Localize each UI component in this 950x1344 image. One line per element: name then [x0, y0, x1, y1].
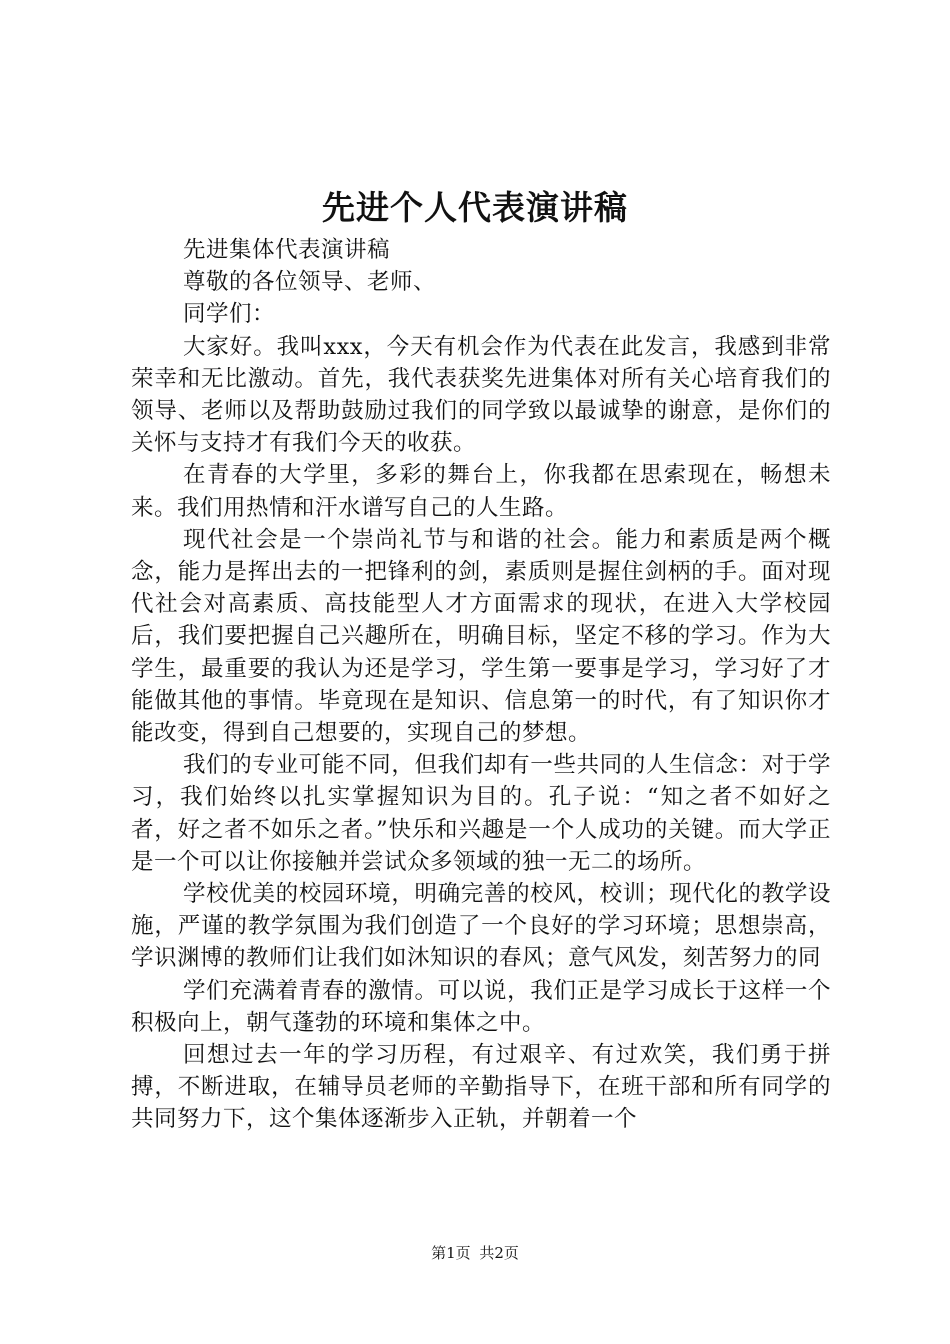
document-body	[131, 234, 831, 1136]
paragraph: 学们充满着青春的激情。可以说，我们正是学习成长于这样一个积极向上，朝气蓬勃的环境和集体之中。	[131, 977, 831, 1036]
paragraph: 大家好。我叫xxx，今天有机会作为代表在此发言，我感到非常荣幸和无比激动。首先，我代表获奖先进集体对所有关心培育我们的领导、老师以及帮助鼓励过我们的同学致以最诚挚的谢意，是你们的关怀与支持才有我们今天的收获。	[131, 333, 831, 457]
document-title: 先进个人代表演讲稿	[322, 188, 628, 227]
paragraph: 我们的专业可能不同，但我们却有一些共同的人生信念：对于学习，我们始终以扎实掌握知识为目的。孔子说：“知之者不如好之者，好之者不如乐之者。”快乐和兴趣是一个人成功的关键。而大学正是一个可以让你接触并尝试众多领域的独一无二的场所。	[131, 752, 831, 875]
paragraph: 现代社会是一个崇尚礼节与和谐的社会。能力和素质是两个概念，能力是挥出去的一把锋利的剑，素质则是握住剑柄的手。面对现代社会对高素质、高技能型人才方面需求的现状，在进入大学校园后，我们要把握自己兴趣所在，明确目标，坚定不移的学习。作为大学生，最重要的我认为还是学习，学生第一要事是学习，学习好了才能做其他的事情。毕竟现在是知识、信息第一的时代，有了知识你才能改变，得到自己想要的，实现自己的梦想。	[131, 526, 831, 747]
page-number: 第1页	[431, 1244, 471, 1262]
page-footer	[0, 1243, 950, 1263]
paragraph-salutation: 尊敬的各位领导、老师、	[183, 269, 437, 296]
paragraph-subtitle: 先进集体代表演讲稿	[183, 237, 391, 263]
paragraph: 在青春的大学里，多彩的舞台上，你我都在思索现在，畅想未来。我们用热情和汗水谱写自己的人生路。	[131, 462, 831, 521]
page-total: 共2页	[479, 1244, 519, 1262]
paragraph: 回想过去一年的学习历程，有过艰辛、有过欢笑，我们勇于拼搏，不断进取，在辅导员老师的辛勤指导下，在班干部和所有同学的共同努力下，这个集体逐渐步入正轨，并朝着一个	[131, 1042, 831, 1133]
paragraph-salutation-cont: 同学们：	[183, 301, 276, 328]
paragraph: 学校优美的校园环境，明确完善的校风，校训；现代化的教学设施，严谨的教学氛围为我们创造了一个良好的学习环境；思想崇高，学识渊博的教师们让我们如沐知识的春风；意气风发，刻苦努力的同	[131, 881, 831, 972]
